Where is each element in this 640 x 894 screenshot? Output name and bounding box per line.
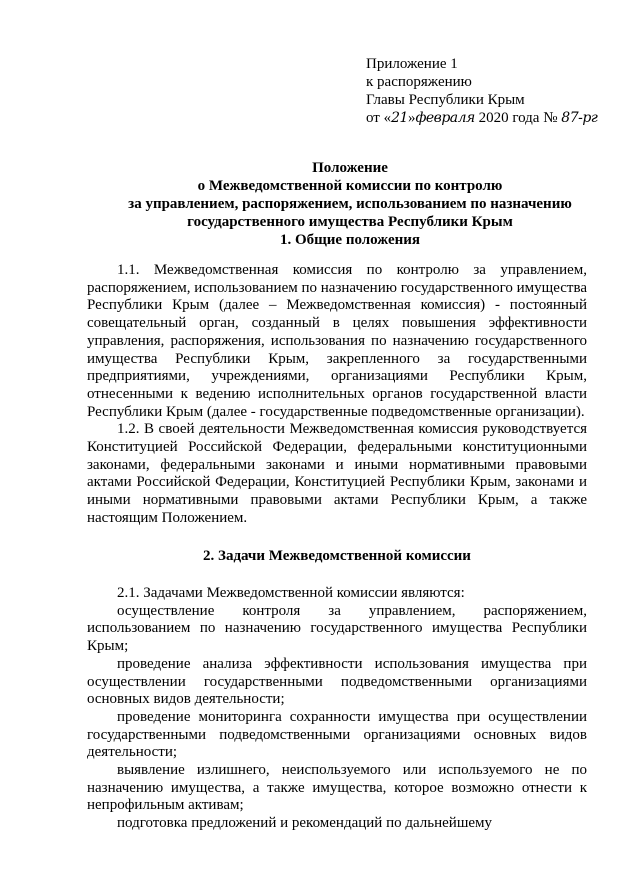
paragraph-1-2: 1.2. В своей деятельности Межведомственная комиссия руководствуется Конституцией Российской Федерации, федеральными конституционными законами, федеральными законами и иными нормативными правовыми актами Российской Федерации, Конституцией Республики Крым, законами и иными нормативными правовыми актами Республики Крым, а также настоящим Положением. bbox=[87, 421, 587, 526]
task-item-identification: выявление излишнего, неиспользуемого или используемого не по назначению имущества, а также имущества, которое возможно отнести к непрофильным активам; bbox=[87, 762, 587, 814]
task-item-analysis: проведение анализа эффективности использования имущества при осуществлении государственными подведомственными организациями основных видов деятельности; bbox=[87, 655, 587, 708]
section-2-heading: 2. Задачи Межведомственной комиссии bbox=[203, 548, 471, 564]
date-prefix: от « bbox=[366, 110, 392, 126]
title-line-3: за управлением, распоряжением, использованием по назначению bbox=[128, 196, 572, 212]
section-1-heading: 1. Общие положения bbox=[279, 232, 421, 248]
paragraph-1-1: 1.1. Межведомственная комиссия по контролю за управлением, распоряжением, использованием по назначению государственного имущества Республики Крым (далее – Межведомственная комиссия) - постоянный совещательный орган, созданный в целях повышения эффективности управления, распоряжения, использования по назначению государственного имущества Республики Крым, закрепленного за государственными предприятиями, учреждениями, организациями Республики Крым, отнесенными к ведению исполнительных органов государственной власти Республики Крым (далее - государственные подведомственные организации). bbox=[87, 262, 587, 420]
handwritten-month: февраля bbox=[415, 110, 475, 126]
appendix-line-2: к распоряжению bbox=[366, 74, 472, 90]
task-item-control: осуществление контроля за управлением, распоряжением, использованием по назначению государственного имущества Республики Крым; bbox=[87, 602, 587, 655]
handwritten-day: 21 bbox=[391, 110, 408, 126]
appendix-header bbox=[366, 55, 597, 127]
section-1-body bbox=[87, 262, 587, 528]
section-2-body bbox=[87, 585, 587, 833]
paragraph-2-1: 2.1. Задачами Межведомственной комиссии являются: bbox=[117, 585, 465, 601]
title-line-4: государственного имущества Республики Крым bbox=[187, 214, 513, 230]
task-item-proposals: подготовка предложений и рекомендаций по дальнейшему bbox=[117, 815, 493, 832]
appendix-line-3: Главы Республики Крым bbox=[366, 92, 525, 108]
appendix-date-line bbox=[366, 109, 597, 127]
title-line-1: Положение bbox=[312, 160, 388, 176]
title-line-2: о Межведомственной комиссии по контролю bbox=[197, 178, 503, 194]
handwritten-number: 87-рг bbox=[561, 110, 598, 126]
task-item-monitoring: проведение мониторинга сохранности имущества при осуществлении государственными подведомственными организациями основных видов деятельности; bbox=[87, 708, 587, 761]
date-suffix: 2020 года № bbox=[474, 110, 562, 126]
document-title bbox=[60, 159, 640, 249]
date-separator: » bbox=[407, 110, 416, 126]
appendix-line-1: Приложение 1 bbox=[366, 56, 458, 72]
